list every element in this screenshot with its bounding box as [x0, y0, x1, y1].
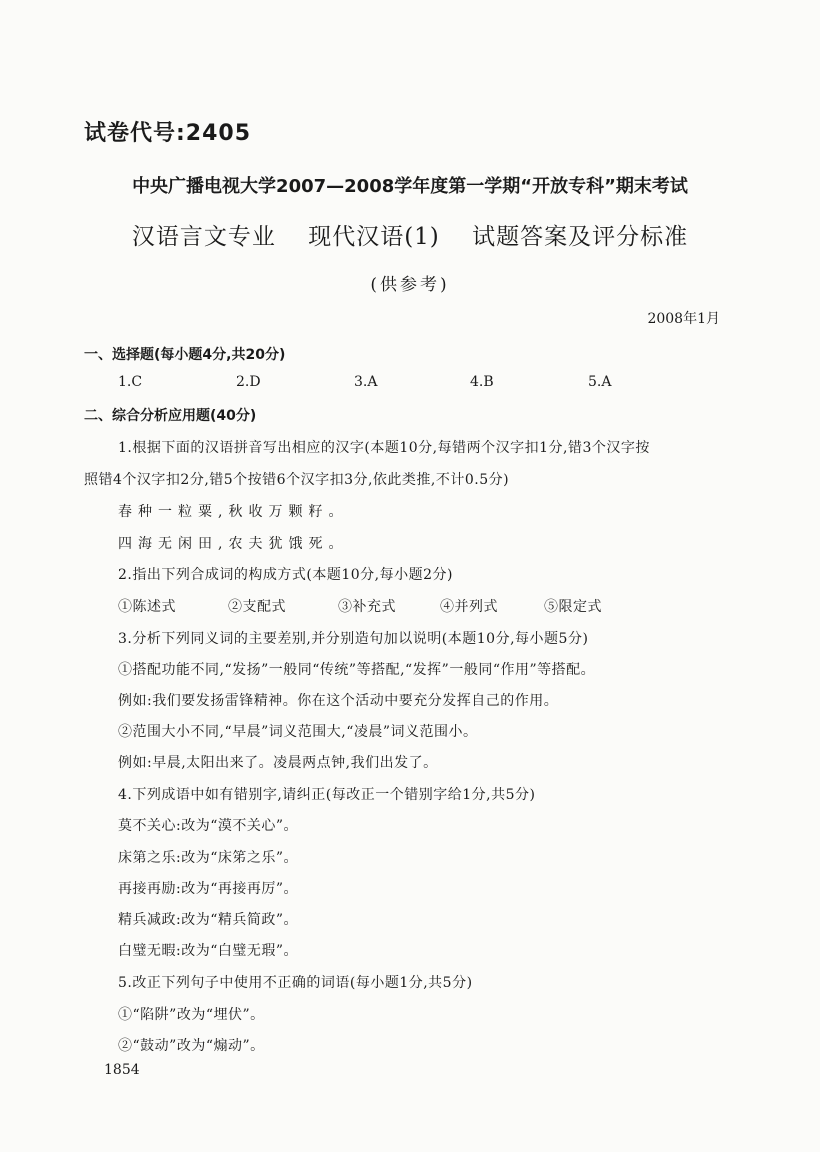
answer-item: 2.D — [236, 374, 261, 390]
q3-example-1: 例如:我们要发扬雷锋精神。你在这个活动中要充分发挥自己的作用。 — [118, 693, 559, 709]
q3-answer-1: ①搭配功能不同,“发扬”一般同“传统”等搭配,“发挥”一般同“作用”等搭配。 — [118, 662, 596, 678]
question-1-line2: 照错4个汉字扣2分,错5个按错6个汉字扣3分,依此类推,不计0.5分) — [84, 472, 510, 488]
subtitle-doc-type: 试题答案及评分标准 — [472, 224, 689, 250]
q5-answer: ②“鼓动”改为“煽动”。 — [118, 1038, 265, 1054]
question-1-line1: 1.根据下面的汉语拼音写出相应的汉字(本题10分,每错两个汉字扣1分,错3个汉字按 — [118, 440, 650, 456]
exam-subtitle — [0, 218, 820, 251]
subtitle-course: 现代汉语(1) — [308, 224, 440, 250]
q2-answer: ①陈述式 — [118, 599, 176, 615]
question-1-answer: 四海无闲田,农夫犹饿死。 — [118, 536, 349, 552]
question-1-answer: 春种一粒粟,秋收万颗籽。 — [118, 504, 349, 520]
question-4: 4.下列成语中如有错别字,请纠正(每改正一个错别字给1分,共5分) — [118, 787, 536, 803]
question-5: 5.改正下列句子中使用不正确的词语(每小题1分,共5分) — [118, 975, 473, 991]
reference-note: (供参考) — [370, 275, 450, 295]
q4-answer: 再接再励:改为“再接再厉”。 — [118, 881, 299, 897]
q4-answer: 莫不关心:改为“漠不关心”。 — [118, 818, 299, 834]
exam-code: 试卷代号:2405 — [84, 121, 252, 146]
subtitle-major: 汉语言文专业 — [131, 224, 276, 250]
answer-item: 1.C — [118, 374, 143, 390]
section1-heading: 一、选择题(每小题4分,共20分) — [84, 347, 286, 363]
q4-answer: 床第之乐:改为“床笫之乐”。 — [118, 850, 299, 866]
q2-answer: ④并列式 — [440, 599, 498, 615]
section2-heading: 二、综合分析应用题(40分) — [84, 408, 257, 424]
q3-answer-2: ②范围大小不同,“早晨”词义范围大,“凌晨”词义范围小。 — [118, 724, 478, 740]
question-2: 2.指出下列合成词的构成方式(本题10分,每小题2分) — [118, 567, 453, 583]
answer-item: 4.B — [470, 374, 494, 390]
question-3: 3.分析下列同义词的主要差别,并分别造句加以说明(本题10分,每小题5分) — [118, 631, 589, 647]
q2-answer: ⑤限定式 — [544, 599, 602, 615]
q4-answer: 白璧无暇:改为“白璧无瑕”。 — [118, 943, 299, 959]
q2-answer: ②支配式 — [228, 599, 286, 615]
answer-item: 5.A — [588, 374, 612, 390]
q2-answer: ③补充式 — [338, 599, 396, 615]
q3-example-2: 例如:早晨,太阳出来了。凌晨两点钟,我们出发了。 — [118, 755, 438, 771]
q4-answer: 精兵减政:改为“精兵简政”。 — [118, 912, 299, 928]
page-number: 1854 — [104, 1062, 140, 1078]
exam-title: 中央广播电视大学2007—2008学年度第一学期“开放专科”期末考试 — [132, 176, 688, 197]
q5-answer: ①“陷阱”改为“埋伏”。 — [118, 1007, 265, 1023]
answer-item: 3.A — [354, 374, 378, 390]
exam-date: 2008年1月 — [647, 311, 720, 327]
